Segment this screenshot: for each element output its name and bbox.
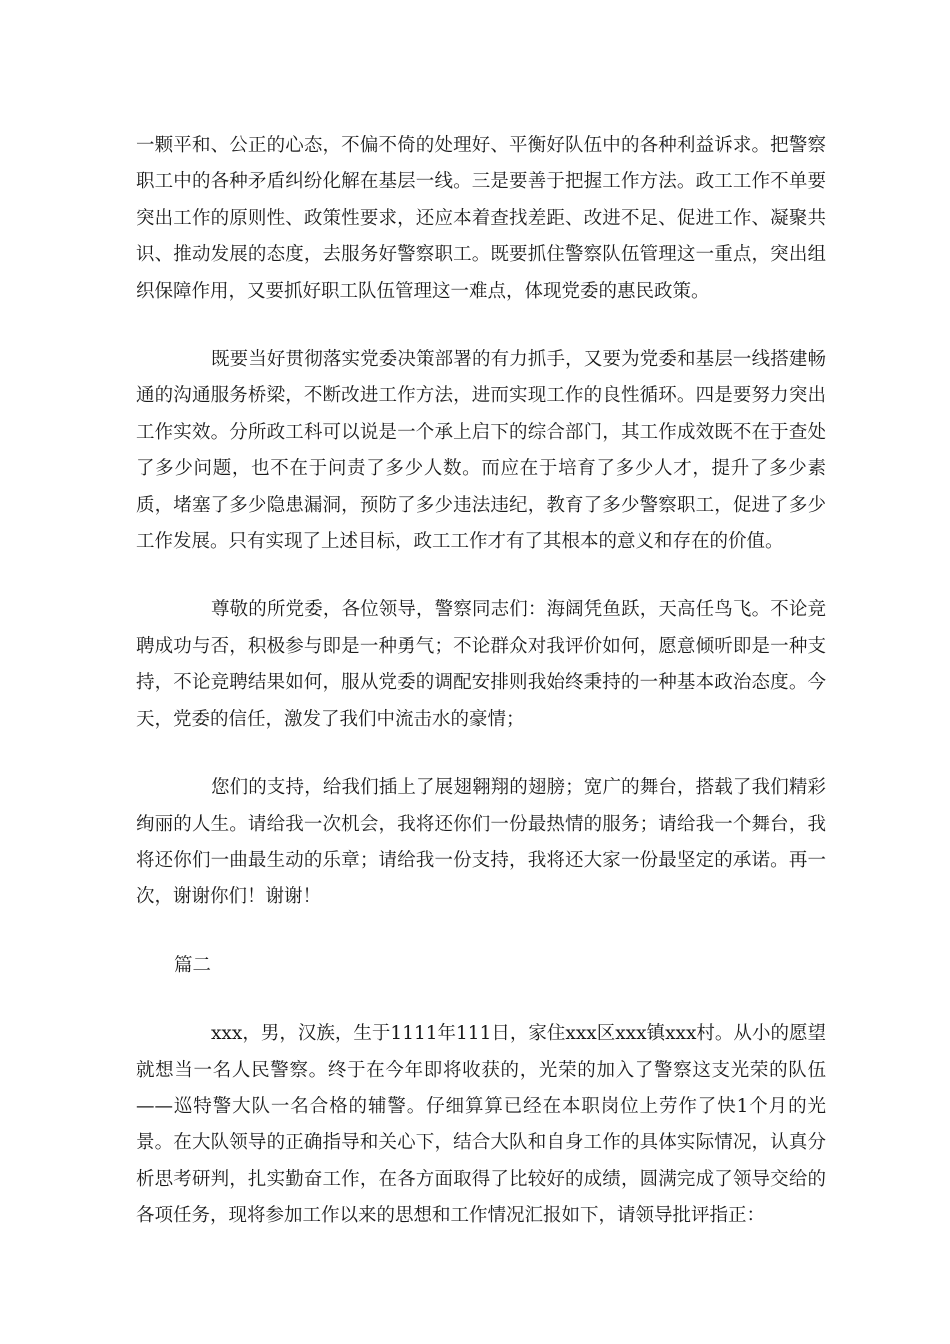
- body-paragraph: xxx，男，汉族，生于1111年111日，家住xxx区xxx镇xxx村。从小的愿望就想当一名人民警察。终于在今年即将收获的，光荣的加入了警察这支光荣的队伍——巡特警大队一名合格的辅警。仔细算算已经在本职岗位上劳作了快1个月的光景。在大队领导的正确指导和关心下，结合大队和自身工作的具体实际情况，认真分析思考研判，扎实勤奋工作，在各方面取得了比较好的成绩，圆满完成了领导交给的各项任务，现将参加工作以来的思想和工作情况汇报如下，请领导批评指正：: [136, 1023, 826, 1227]
- body-paragraph: 尊敬的所党委，各位领导，警察同志们：海阔凭鱼跃，天高任鸟飞。不论竞聘成功与否，积极参与即是一种勇气；不论群众对我评价如何，愿意倾听即是一种支持，不论竞聘结果如何，服从党委的调配安排则我始终秉持的一种基本政治态度。今天，党委的信任，激发了我们中流击水的豪情；: [136, 599, 826, 730]
- section-heading: 篇二: [174, 954, 212, 976]
- paragraph-spacer: [136, 984, 826, 1016]
- body-paragraph: 一颗平和、公正的心态，不偏不倚的处理好、平衡好队伍中的各种利益诉求。把警察职工中的各种矛盾纠纷化解在基层一线。三是要善于把握工作方法。政工工作不单要突出工作的原则性、政策性要求，还应本着查找差距、改进不足、促进工作、凝聚共识、推动发展的态度，去服务好警察职工。既要抓住警察队伍管理这一重点，突出组织保障作用，又要抓好职工队伍管理这一难点，体现党委的惠民政策。: [136, 135, 826, 302]
- body-paragraph: 既要当好贯彻落实党委决策部署的有力抓手，又要为党委和基层一线搭建畅通的沟通服务桥梁，不断改进工作方法，进而实现工作的良性循环。四是要努力突出工作实效。分所政工科可以说是一个承上启下的综合部门，其工作成效既不在于查处了多少问题，也不在于问责了多少人数。而应在于培育了多少人才，提升了多少素质，堵塞了多少隐患漏洞，预防了多少违法违纪，教育了多少警察职工，促进了多少工作发展。只有实现了上述目标，政工工作才有了其根本的意义和存在的价值。: [136, 349, 826, 553]
- paragraph-spacer: [136, 738, 826, 770]
- paragraph-spacer: [136, 560, 826, 592]
- document-body: [136, 128, 826, 1235]
- body-paragraph: 您们的支持，给我们插上了展翅翱翔的翅膀；宽广的舞台，搭载了我们精彩绚丽的人生。请给我一次机会，我将还你们一份最热情的服务；请给我一个舞台，我将还你们一曲最生动的乐章；请给我一份支持，我将还大家一份最坚定的承诺。再一次，谢谢你们！谢谢！: [136, 777, 826, 908]
- paragraph-spacer: [136, 916, 826, 948]
- paragraph-spacer: [136, 310, 826, 342]
